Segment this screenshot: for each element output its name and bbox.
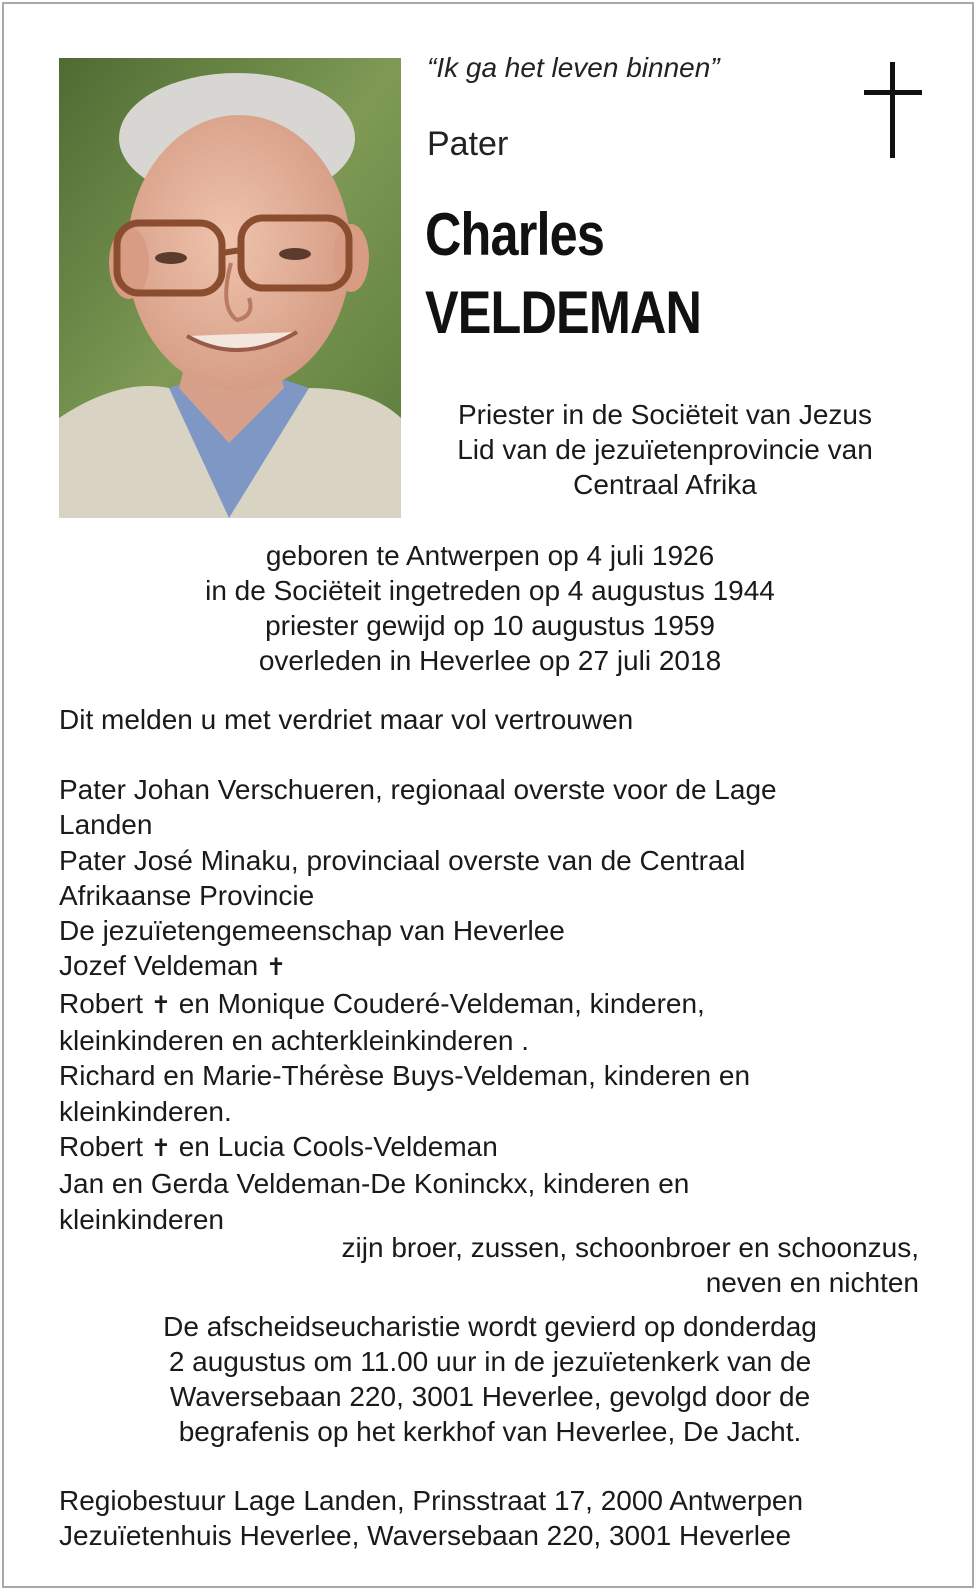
contact-line: Regiobestuur Lage Landen, Prinsstraat 17, 2000 Antwerpen — [59, 1485, 804, 1516]
family-text: en Lucia Cools-Veldeman — [178, 1130, 498, 1162]
family-line: Pater Johan Verschueren, regionaal overste voor de Lage — [59, 774, 777, 805]
family-line: Afrikaanse Provincie — [59, 879, 315, 911]
last-name: VELDEMAN — [425, 279, 702, 346]
birth-line: geboren te Antwerpen op 4 juli 1926 — [265, 540, 715, 571]
ceremony-info — [59, 1309, 921, 1449]
family-line: kleinkinderen en achterkleinkinderen . — [59, 1025, 530, 1057]
family-name: Jozef Veldeman — [59, 950, 259, 982]
family-line: kleinkinderen. — [59, 1095, 232, 1127]
family-line — [59, 986, 921, 1023]
dagger-icon: ✝ — [266, 954, 287, 982]
role-line: Lid van de jezuïetenprovincie van — [457, 434, 873, 465]
title-pater: Pater — [427, 125, 509, 163]
relation-line: zijn broer, zussen, schoonbroer en schoonzus, — [341, 1232, 919, 1263]
relation-summary — [59, 1230, 919, 1300]
first-name: Charles — [425, 201, 605, 268]
family-line: kleinkinderen — [59, 1203, 224, 1235]
role-line: Centraal Afrika — [573, 469, 757, 500]
contact-addresses — [59, 1483, 803, 1553]
family-line: Pater José Minaku, provinciaal overste van de Centraal — [59, 844, 746, 876]
ceremony-line: Waversebaan 220, 3001 Heverlee, gevolgd door de — [169, 1381, 811, 1412]
contact-line: Jezuïetenhuis Heverlee, Waversebaan 220, 3001 Heverlee — [59, 1520, 792, 1551]
portrait-photo — [59, 58, 401, 518]
family-text: en Monique Couderé-Veldeman, kinderen, — [178, 987, 705, 1019]
family-line — [59, 1129, 921, 1166]
quote: “Ik ga het leven binnen” — [427, 52, 720, 83]
family-line: Richard en Marie-Thérèse Buys-Veldeman, kinderen en — [59, 1060, 751, 1092]
family-line: Jan en Gerda Veldeman-De Koninckx, kinderen en — [59, 1168, 690, 1200]
family-line: Landen — [59, 809, 153, 841]
ceremony-line: De afscheidseucharistie wordt gevierd op donderdag — [163, 1311, 817, 1342]
announcement-intro: Dit melden u met verdriet maar vol vertrouwen — [59, 704, 634, 735]
family-name: Robert — [59, 987, 144, 1019]
life-dates — [59, 538, 921, 678]
family-line — [59, 948, 921, 985]
role-block — [430, 397, 900, 502]
ordination-line: priester gewijd op 10 augustus 1959 — [265, 610, 715, 641]
ceremony-line: 2 augustus om 11.00 uur in de jezuïetenkerk van de — [168, 1346, 812, 1377]
relation-line: neven en nichten — [705, 1267, 919, 1298]
family-name: Robert — [59, 1130, 144, 1162]
latin-cross-icon — [864, 62, 922, 158]
ceremony-line: begrafenis op het kerkhof van Heverlee, De Jacht. — [178, 1416, 802, 1447]
dagger-icon: ✝ — [150, 991, 171, 1019]
deceased-name — [425, 196, 701, 352]
death-line: overleden in Heverlee op 27 juli 2018 — [258, 645, 722, 676]
family-line: De jezuïetengemeenschap van Heverlee — [59, 915, 565, 947]
entry-line: in de Sociëteit ingetreden op 4 augustus 1944 — [205, 575, 775, 606]
family-list — [59, 772, 921, 1237]
role-line: Priester in de Sociëteit van Jezus — [458, 399, 872, 430]
dagger-icon: ✝ — [150, 1134, 171, 1162]
